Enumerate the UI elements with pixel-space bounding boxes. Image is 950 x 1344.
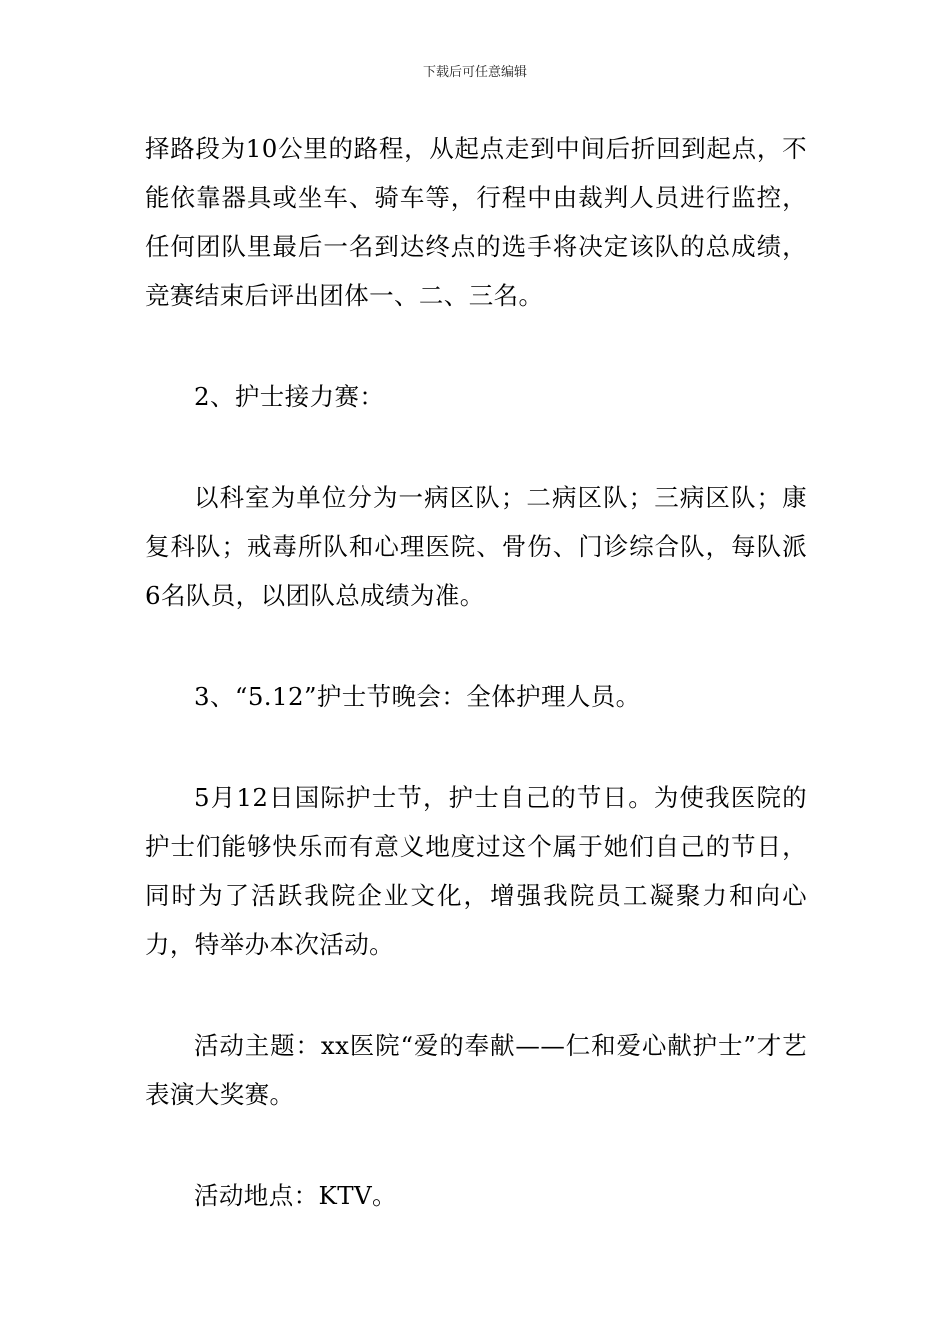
- paragraph-gala-heading: 3、“5.12”护士节晚会：全体护理人员。: [194, 682, 641, 711]
- page-header-note: 下载后可任意编辑: [422, 65, 527, 80]
- paragraph-activity-theme: 活动主题：xx医院“爱的奉献——仁和爱心献护士”才艺表演大奖赛。: [145, 1031, 807, 1109]
- paragraph-route-rules: 择路段为10公里的路程，从起点走到中间后折回到起点，不能依靠器具或坐车、骑车等，行程中由裁判人员进行监控，任何团队里最后一名到达终点的选手将决定该队的总成绩，竞赛结束后评出团体一、二、三名。: [145, 134, 807, 310]
- paragraph-relay-teams: 以科室为单位分为一病区队；二病区队；三病区队；康复科队；戒毒所队和心理医院、骨伤、门诊综合队，每队派6名队员，以团队总成绩为准。: [145, 483, 807, 610]
- document-body: [145, 124, 807, 1272]
- paragraph-activity-location: 活动地点：KTV。: [194, 1181, 397, 1210]
- paragraph-nurses-day-intro: 5月12日国际护士节，护士自己的节日。为使我医院的护士们能够快乐而有意义地度过这个属于她们自己的节日，同时为了活跃我院企业文化，增强我院员工凝聚力和向心力，特举办本次活动。: [145, 783, 807, 959]
- paragraph-relay-heading: 2、护士接力赛：: [194, 382, 385, 411]
